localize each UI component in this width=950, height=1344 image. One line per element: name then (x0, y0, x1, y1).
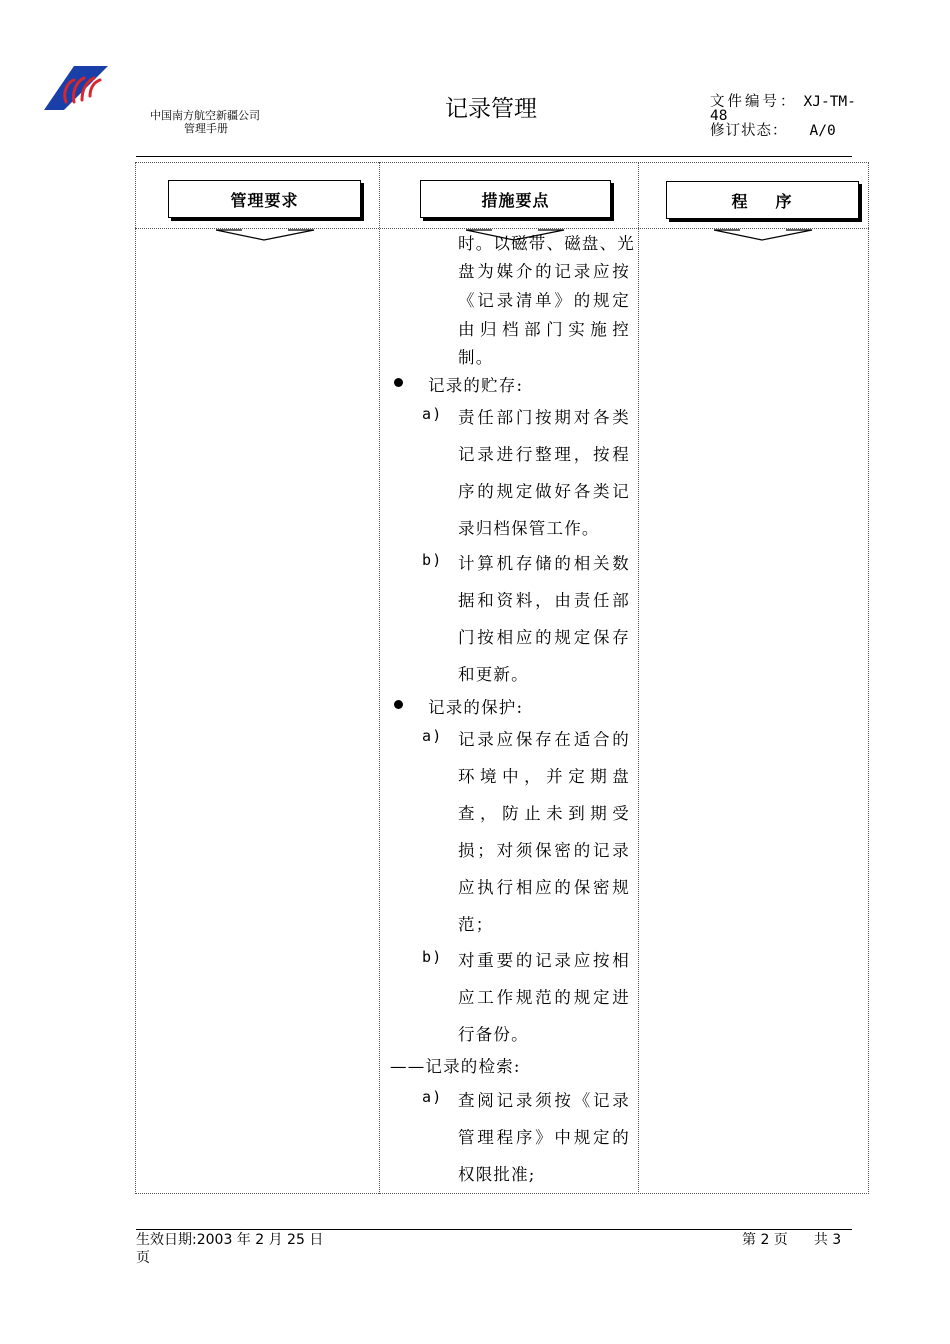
text-line: 《记录清单》的规定 (458, 291, 630, 310)
text-line: 记录进行整理，按程 (458, 445, 630, 464)
text-line: 盘为媒介的记录应按 (458, 262, 630, 281)
doc-no-label: 文件编号： (710, 94, 798, 110)
text-line: 权限批准; (458, 1165, 536, 1184)
text-line: 应执行相应的保密规 (458, 878, 630, 897)
text-line: 记录应保存在适合的 (458, 730, 630, 749)
company-name (150, 109, 260, 135)
header-rule (136, 156, 852, 157)
text-line: 管理程序》中规定的 (458, 1128, 630, 1147)
text-line: 应工作规范的规定进 (458, 988, 630, 1007)
column-header-measures: 措施要点 (420, 180, 611, 218)
document-meta (710, 94, 856, 139)
text-line: 查阅记录须按《记录 (458, 1091, 630, 1110)
page-number (742, 1231, 841, 1249)
list-marker: a) (422, 1088, 443, 1106)
bullet-icon (394, 378, 403, 387)
section-heading-retrieval: ——记录的检索: (390, 1057, 521, 1076)
revision-label: 修订状态： (710, 123, 788, 139)
text-line: 录归档保管工作。 (458, 519, 600, 538)
text-line: 制。 (458, 348, 494, 367)
column-header-procedure: 程序 (666, 181, 859, 219)
text-line: 由归档部门实施控 (458, 320, 630, 339)
text-line: 损；对须保密的记录 (458, 841, 630, 860)
doc-no-value: XJ-TM- (803, 94, 856, 110)
effective-date (136, 1231, 323, 1267)
effective-date-line: 生效日期:2003 年 2 月 25 日 (136, 1232, 324, 1248)
section-heading-storage: 记录的贮存: (428, 376, 524, 395)
text-line: 责任部门按期对各类 (458, 408, 630, 427)
page-total: 共 3 (813, 1232, 842, 1248)
text-line: 行备份。 (458, 1025, 529, 1044)
doc-no-cont: 48 (710, 108, 728, 124)
company-line-2: 管理手册 (184, 122, 228, 135)
list-marker: b) (422, 948, 443, 966)
list-marker: a) (422, 727, 443, 745)
column-header-requirements: 管理要求 (168, 180, 361, 218)
effective-date-cont: 页 (136, 1250, 150, 1266)
section-heading-protection: 记录的保护: (428, 698, 524, 717)
column-divider-1 (379, 162, 380, 1194)
text-line: 门按相应的规定保存 (458, 628, 630, 647)
text-line: 查，防止未到期受 (458, 804, 630, 823)
down-arrow-icon (714, 228, 814, 242)
revision-value: A/0 (809, 123, 836, 139)
company-line-1: 中国南方航空新疆公司 (150, 109, 260, 122)
list-marker: b) (422, 551, 443, 569)
text-line: 据和资料，由责任部 (458, 591, 630, 610)
down-arrow-icon (216, 228, 316, 242)
text-line: 对重要的记录应按相 (458, 951, 630, 970)
column-divider-2 (638, 162, 639, 1194)
airline-logo-icon (44, 64, 110, 112)
text-line: 计算机存储的相关数 (458, 554, 630, 573)
bullet-icon (394, 700, 403, 709)
text-line: 时。以磁带、磁盘、光 (458, 234, 635, 253)
text-line: 和更新。 (458, 665, 529, 684)
text-line: 环境中，并定期盘 (458, 767, 630, 786)
footer-rule (136, 1229, 852, 1230)
page-title: 记录管理 (445, 96, 537, 122)
text-line: 范； (458, 915, 494, 934)
company-logo (44, 64, 110, 116)
page-current: 第 2 页 (742, 1232, 788, 1248)
text-line: 序的规定做好各类记 (458, 482, 630, 501)
list-marker: a) (422, 405, 443, 423)
